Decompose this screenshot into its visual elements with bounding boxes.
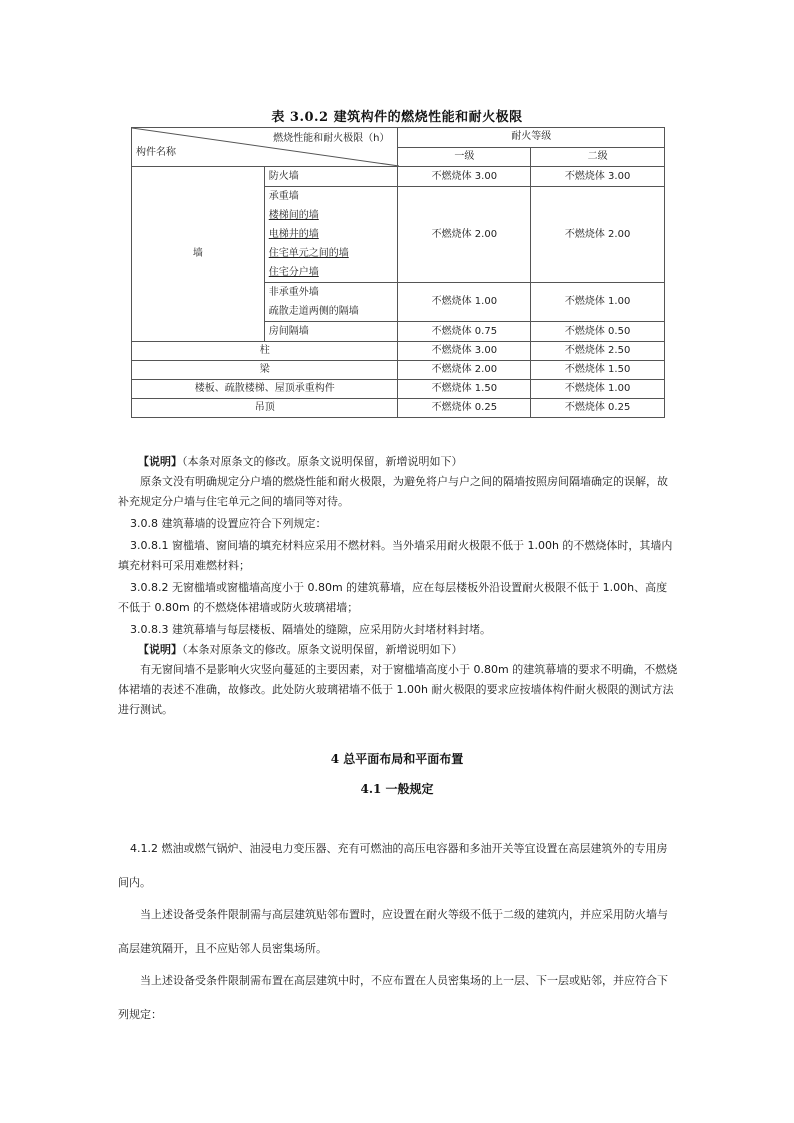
table-row	[132, 361, 665, 380]
header-grade-group: 耐火等级	[398, 128, 665, 148]
note2-body: 有无窗间墙不是影响火灾竖向蔓延的主要因素，对于窗槛墙高度小于 0.80m 的建筑幕墙的要求不明确，不燃烧体裙墙的表述不准确，故修改。此处防火玻璃裙墙不低于 1.00h 耐火极限的要求应按墙体构件耐火极限的测试方法进行测试。	[118, 663, 678, 716]
table-row	[132, 342, 665, 361]
clause-3-0-8-2: 3.0.8.2 无窗槛墙或窗槛墙高度小于 0.80m 的建筑幕墙，应在每层楼板外沿设置耐火极限不低于 1.00h、高度不低于 0.80m 的不燃烧体裙墙或防火玻璃裙墙；	[118, 581, 668, 614]
section-title: 4.1 一般规定	[360, 782, 434, 796]
grade2-value: 不燃烧体 0.25	[531, 399, 665, 418]
table-row	[132, 380, 665, 399]
grade1-value: 不燃烧体 3.00	[398, 167, 531, 187]
wall-subtype-item: 防火墙	[268, 171, 299, 182]
grade2-value: 不燃烧体 1.50	[531, 361, 665, 380]
table-title: 表 3.0.2 建筑构件的燃烧性能和耐火极限	[271, 110, 523, 125]
wall-subtype-cell	[264, 187, 398, 283]
wall-subtype-cell	[264, 322, 398, 342]
grade1-value: 不燃烧体 0.25	[398, 399, 531, 418]
grade2-value: 不燃烧体 2.50	[531, 342, 665, 361]
component-name-cell: 吊顶	[132, 399, 398, 418]
component-name-cell: 柱	[132, 342, 398, 361]
table-row	[132, 167, 665, 187]
clause-3-0-8-1: 3.0.8.1 窗槛墙、窗间墙的填充材料应采用不燃材料。当外墙采用耐火极限不低于 1.00h 的不燃烧体时，其墙内填充材料可采用难燃材料；	[118, 539, 673, 572]
grade2-value: 不燃烧体 1.00	[531, 380, 665, 399]
wall-subtype-item: 住宅分户墙	[268, 267, 319, 278]
header-grade1: 一级	[398, 147, 531, 167]
grade1-value: 不燃烧体 1.00	[398, 283, 531, 322]
chapter-title: 4 总平面布局和平面布置	[330, 752, 464, 766]
wall-subtype-item: 非承重外墙	[268, 287, 319, 298]
grade2-value: 不燃烧体 2.00	[531, 187, 665, 283]
paragraph-3: 当上述设备受条件限制需布置在高层建筑中时，不应布置在人员密集场的上一层、下一层或贴邻，并应符合下列规定：	[118, 974, 668, 1021]
grade2-value: 不燃烧体 3.00	[531, 167, 665, 187]
grade1-value: 不燃烧体 1.50	[398, 380, 531, 399]
header-diagonal-cell	[132, 128, 398, 167]
wall-category-cell: 墙	[132, 167, 265, 342]
paragraph-2: 当上述设备受条件限制需与高层建筑贴邻布置时，应设置在耐火等级不低于二级的建筑内，并应采用防火墙与高层建筑隔开，且不应贴邻人员密集场所。	[118, 908, 668, 955]
wall-subtype-item: 疏散走道两侧的隔墙	[268, 306, 359, 317]
fire-resistance-table	[131, 127, 665, 418]
wall-subtype-cell	[264, 167, 398, 187]
header-diag-bottom: 构件名称	[136, 147, 176, 158]
wall-subtype-item: 住宅单元之间的墙	[268, 248, 349, 259]
wall-subtype-item: 承重墙	[268, 191, 299, 202]
paragraph-4-1-2: 4.1.2 燃油或燃气锅炉、油浸电力变压器、充有可燃油的高压电容器和多油开关等宜设置在高层建筑外的专用房间内。	[118, 842, 668, 889]
component-name-cell: 楼板、疏散楼梯、屋顶承重构件	[132, 380, 398, 399]
grade2-value: 不燃烧体 1.00	[531, 283, 665, 322]
note1-body: 原条文没有明确规定分户墙的燃烧性能和耐火极限，为避免将户与户之间的隔墙按照房间隔墙确定的误解，故补充规定分户墙与住宅单元之间的墙同等对待。	[118, 475, 668, 508]
note2-head: 【说明】（本条对原条文的修改。原条文说明保留，新增说明如下）	[138, 643, 463, 656]
grade2-value: 不燃烧体 0.50	[531, 322, 665, 342]
grade1-value: 不燃烧体 0.75	[398, 322, 531, 342]
clause-3-0-8-3: 3.0.8.3 建筑幕墙与每层楼板、隔墙处的缝隙，应采用防火封堵材料封堵。	[130, 623, 491, 636]
header-grade2: 二级	[531, 147, 665, 167]
header-diag-top: 燃烧性能和耐火极限（h）	[273, 133, 390, 144]
grade1-value: 不燃烧体 2.00	[398, 361, 531, 380]
note1-head: 【说明】（本条对原条文的修改。原条文说明保留，新增说明如下）	[138, 455, 463, 468]
grade1-value: 不燃烧体 2.00	[398, 187, 531, 283]
wall-subtype-item: 楼梯间的墙	[268, 210, 319, 221]
table-row	[132, 399, 665, 418]
component-name-cell: 梁	[132, 361, 398, 380]
wall-subtype-item: 电梯井的墙	[268, 229, 319, 240]
note2-label: 【说明】	[138, 643, 182, 656]
wall-subtype-item: 房间隔墙	[268, 326, 309, 337]
clause-3-0-8: 3.0.8 建筑幕墙的设置应符合下列规定：	[130, 517, 327, 530]
wall-subtype-cell	[264, 283, 398, 322]
note1-label: 【说明】	[138, 455, 182, 468]
grade1-value: 不燃烧体 3.00	[398, 342, 531, 361]
